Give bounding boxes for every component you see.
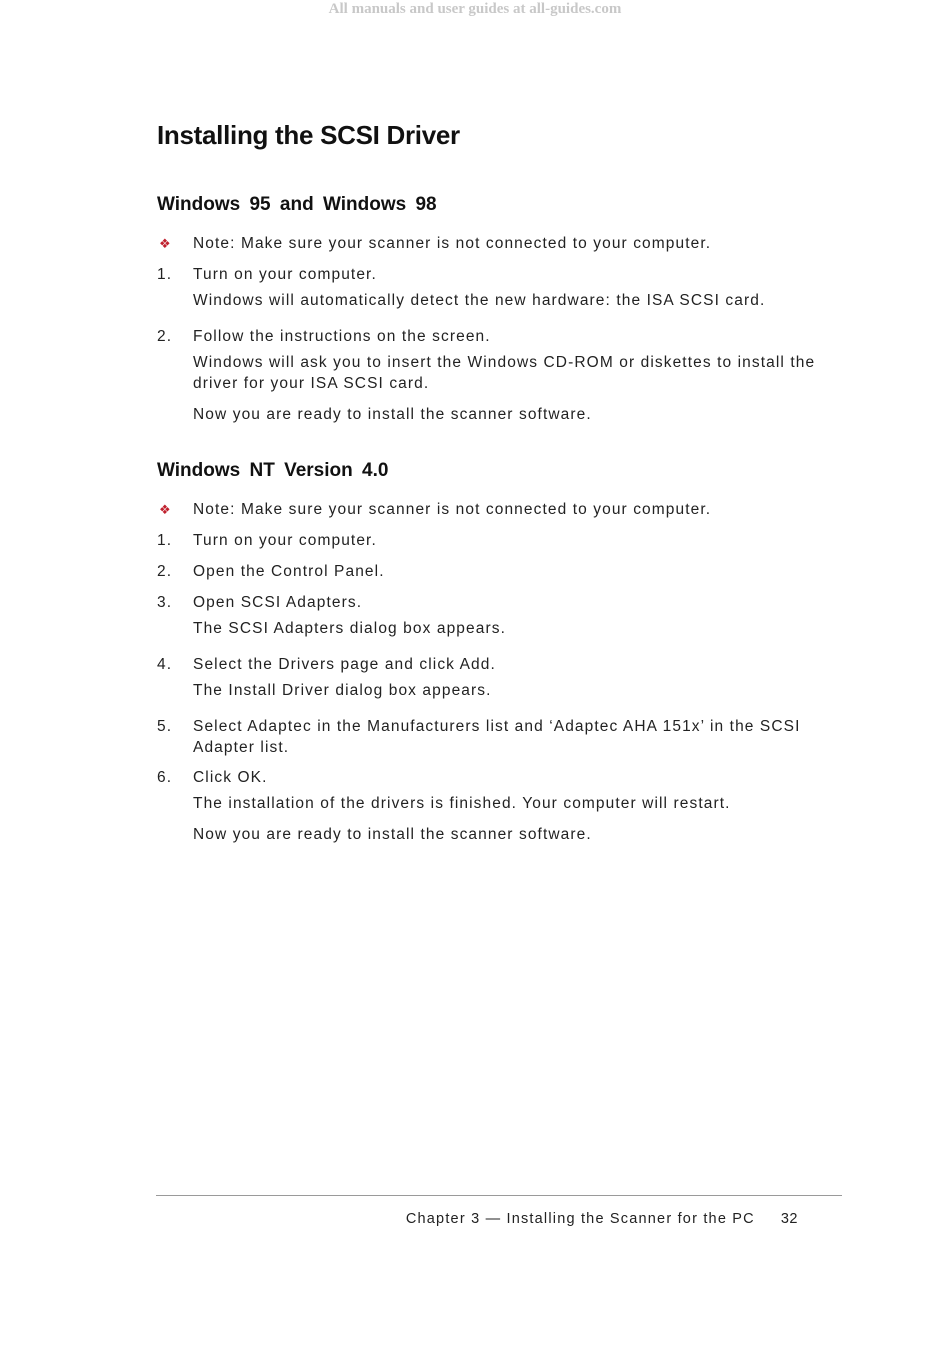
step-text: Follow the instructions on the screen.	[193, 328, 491, 345]
section-heading-win95-98: Windows 95 and Windows 98	[157, 194, 437, 215]
step-number: 2.	[157, 563, 173, 580]
step-number: 3.	[157, 594, 173, 611]
page-title: Installing the SCSI Driver	[157, 120, 460, 150]
step-result-text: The SCSI Adapters dialog box appears.	[193, 620, 506, 637]
diamond-bullet-icon: ❖	[159, 236, 172, 251]
footer-chapter: Chapter 3 — Installing the Scanner for the PC	[405, 1211, 755, 1227]
step-result-text: The installation of the drivers is finished. Your computer will restart.	[193, 795, 731, 812]
step-number: 6.	[157, 769, 173, 786]
closing-text: Now you are ready to install the scanner software.	[193, 826, 592, 843]
step-text: Open the Control Panel.	[193, 563, 385, 580]
note-text: Note: Make sure your scanner is not connected to your computer.	[193, 501, 712, 518]
step-text: Select Adaptec in the Manufacturers list and ‘Adaptec AHA 151x’ in the SCSI Adapter list.	[193, 718, 801, 756]
step-number: 1.	[157, 532, 173, 549]
step-number: 4.	[157, 656, 173, 673]
section-heading-winnt: Windows NT Version 4.0	[157, 460, 389, 481]
footer-divider	[156, 1195, 842, 1196]
step-number: 5.	[157, 718, 173, 735]
step-text: Open SCSI Adapters.	[193, 594, 363, 611]
page-footer	[406, 1211, 798, 1227]
step-text: Turn on your computer.	[193, 266, 377, 283]
step-number: 2.	[157, 328, 173, 345]
step-text: Select the Drivers page and click Add.	[193, 656, 496, 673]
diamond-bullet-icon: ❖	[159, 502, 172, 517]
step-result-text: Windows will ask you to insert the Windows CD-ROM or diskettes to install the driver for your ISA SCSI card.	[193, 354, 816, 392]
step-number: 1.	[157, 266, 173, 283]
note-text: Note: Make sure your scanner is not connected to your computer.	[193, 235, 712, 252]
step-result-text: Windows will automatically detect the new hardware: the ISA SCSI card.	[193, 292, 766, 309]
step-result-text: The Install Driver dialog box appears.	[193, 682, 492, 699]
step-text: Click OK.	[193, 769, 268, 786]
step-text: Turn on your computer.	[193, 532, 377, 549]
page-number: 32	[780, 1211, 798, 1227]
closing-text: Now you are ready to install the scanner software.	[193, 406, 592, 423]
watermark: All manuals and user guides at all-guides.com	[328, 1, 622, 17]
